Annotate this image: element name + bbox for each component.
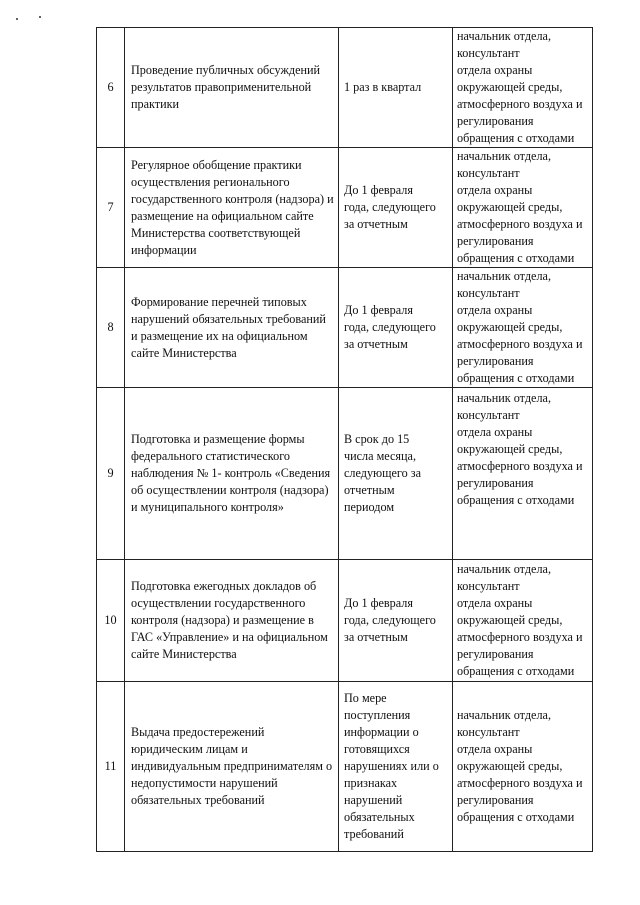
responsible-line: отдела охраны bbox=[457, 63, 533, 77]
responsible-cell bbox=[453, 28, 593, 148]
responsible-line: отдела охраны bbox=[457, 183, 533, 197]
responsible-cell bbox=[453, 148, 593, 268]
responsible-line: начальник отдела, bbox=[457, 708, 551, 722]
action-cell: Выдача предостережений юридическим лицам и индивидуальным предпринимателям о недопустимости нарушений обязательных требований bbox=[125, 682, 339, 852]
deadline-line: года, следующего bbox=[344, 613, 436, 627]
scan-speck bbox=[16, 18, 18, 20]
scan-speck bbox=[39, 16, 41, 18]
deadline-line: обязательных bbox=[344, 810, 415, 824]
responsible-line: начальник отдела, bbox=[457, 391, 551, 405]
responsible-line: регулирования bbox=[457, 234, 534, 248]
deadline-line: числа месяца, bbox=[344, 449, 417, 463]
responsible-line: окружающей среды, bbox=[457, 80, 563, 94]
responsible-line: отдела охраны bbox=[457, 742, 533, 756]
deadline-line: нарушениях или о bbox=[344, 759, 439, 773]
responsible-line: консультант bbox=[457, 725, 520, 739]
responsible-line: начальник отдела, bbox=[457, 562, 551, 576]
row-number: 11 bbox=[97, 682, 125, 852]
row-number: 10 bbox=[97, 560, 125, 682]
responsible-line: регулирования bbox=[457, 793, 534, 807]
deadline-line: за отчетным bbox=[344, 630, 408, 644]
deadline-line: До 1 февраля bbox=[344, 596, 413, 610]
responsible-cell bbox=[453, 560, 593, 682]
deadline-line: поступления bbox=[344, 708, 411, 722]
row-number: 9 bbox=[97, 388, 125, 560]
responsible-line: атмосферного воздуха и bbox=[457, 97, 583, 111]
deadline-line: информации о bbox=[344, 725, 419, 739]
responsible-cell bbox=[453, 388, 593, 560]
responsible-line: отдела охраны bbox=[457, 596, 533, 610]
responsible-line: атмосферного воздуха и bbox=[457, 776, 583, 790]
responsible-line: регулирования bbox=[457, 354, 534, 368]
responsible-line: атмосферного воздуха и bbox=[457, 337, 583, 351]
deadline-line: требований bbox=[344, 827, 404, 841]
responsible-line: атмосферного воздуха и bbox=[457, 630, 583, 644]
deadline-line: за отчетным bbox=[344, 217, 408, 231]
deadline-line: 1 раз в квартал bbox=[344, 80, 422, 94]
responsible-line: окружающей среды, bbox=[457, 442, 563, 456]
deadline-line: следующего за bbox=[344, 466, 421, 480]
responsible-line: отдела охраны bbox=[457, 303, 533, 317]
deadline-line: До 1 февраля bbox=[344, 303, 413, 317]
action-cell: Формирование перечней типовых нарушений обязательных требований и размещение их на официальном сайте Министерства bbox=[125, 268, 339, 388]
table-row bbox=[97, 388, 593, 560]
table-row bbox=[97, 682, 593, 852]
deadline-line: До 1 февраля bbox=[344, 183, 413, 197]
responsible-line: консультант bbox=[457, 286, 520, 300]
deadline-line: периодом bbox=[344, 500, 395, 514]
responsible-line: регулирования bbox=[457, 114, 534, 128]
responsible-line: начальник отдела, bbox=[457, 149, 551, 163]
deadline-cell bbox=[339, 28, 453, 148]
table-row bbox=[97, 148, 593, 268]
table-row bbox=[97, 28, 593, 148]
responsible-line: окружающей среды, bbox=[457, 320, 563, 334]
responsible-line: атмосферного воздуха и bbox=[457, 459, 583, 473]
responsible-line: консультант bbox=[457, 579, 520, 593]
deadline-line: нарушений bbox=[344, 793, 403, 807]
deadline-line: года, следующего bbox=[344, 200, 436, 214]
action-cell: Подготовка и размещение формы федерального статистического наблюдения № 1- контроль «Сведения об осуществлении контроля (надзора) и муниципального контроля» bbox=[125, 388, 339, 560]
responsible-line: окружающей среды, bbox=[457, 613, 563, 627]
responsible-line: обращения с отходами bbox=[457, 664, 575, 678]
responsible-line: регулирования bbox=[457, 476, 534, 490]
action-cell: Подготовка ежегодных докладов об осуществлении государственного контроля (надзора) и размещение в ГАС «Управление» и на официальном сайте Министерства bbox=[125, 560, 339, 682]
action-cell: Регулярное обобщение практики осуществления регионального государственного контроля (надзора) и размещение на официальном сайте Министерства соответствующей информации bbox=[125, 148, 339, 268]
responsible-line: обращения с отходами bbox=[457, 131, 575, 145]
deadline-line: года, следующего bbox=[344, 320, 436, 334]
responsible-line: атмосферного воздуха и bbox=[457, 217, 583, 231]
responsible-line: обращения с отходами bbox=[457, 493, 575, 507]
deadline-cell bbox=[339, 148, 453, 268]
table-row bbox=[97, 560, 593, 682]
deadline-line: отчетным bbox=[344, 483, 395, 497]
deadline-cell bbox=[339, 682, 453, 852]
deadline-cell bbox=[339, 268, 453, 388]
deadline-cell bbox=[339, 560, 453, 682]
responsible-cell bbox=[453, 268, 593, 388]
deadline-cell bbox=[339, 388, 453, 560]
measures-table bbox=[96, 27, 593, 852]
row-number: 7 bbox=[97, 148, 125, 268]
responsible-line: регулирования bbox=[457, 647, 534, 661]
responsible-line: окружающей среды, bbox=[457, 200, 563, 214]
responsible-line: консультант bbox=[457, 46, 520, 60]
deadline-line: В срок до 15 bbox=[344, 432, 410, 446]
responsible-line: окружающей среды, bbox=[457, 759, 563, 773]
row-number: 6 bbox=[97, 28, 125, 148]
table-row bbox=[97, 268, 593, 388]
responsible-line: консультант bbox=[457, 166, 520, 180]
deadline-line: готовящихся bbox=[344, 742, 410, 756]
deadline-line: По мере bbox=[344, 691, 387, 705]
responsible-line: обращения с отходами bbox=[457, 371, 575, 385]
responsible-line: начальник отдела, bbox=[457, 269, 551, 283]
action-cell: Проведение публичных обсуждений результатов правоприменительной практики bbox=[125, 28, 339, 148]
responsible-line: начальник отдела, bbox=[457, 29, 551, 43]
deadline-line: за отчетным bbox=[344, 337, 408, 351]
row-number: 8 bbox=[97, 268, 125, 388]
responsible-line: обращения с отходами bbox=[457, 810, 575, 824]
deadline-line: признаках bbox=[344, 776, 398, 790]
responsible-cell bbox=[453, 682, 593, 852]
responsible-line: консультант bbox=[457, 408, 520, 422]
responsible-line: обращения с отходами bbox=[457, 251, 575, 265]
responsible-line: отдела охраны bbox=[457, 425, 533, 439]
